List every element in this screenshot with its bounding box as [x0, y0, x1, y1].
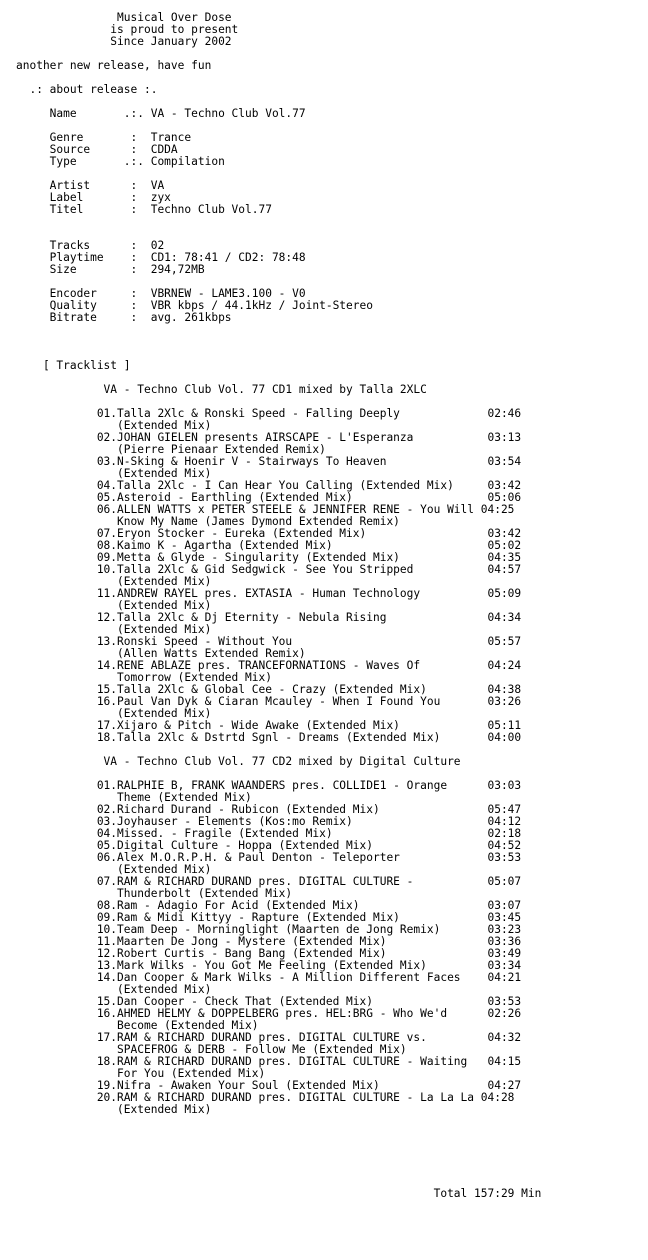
nfo-line: 10.Talla 2Xlc & Gid Sedgwick - See You Stripped 04:57 [16, 563, 522, 576]
nfo-line: Titel : Techno Club Vol.77 [16, 203, 272, 216]
blank-line [16, 1116, 541, 1128]
nfo-line: (Extended Mix) [16, 575, 212, 588]
nfo-line: 09.Ram & Midi Kittyy - Rapture (Extended Mix) 03:45 [16, 911, 522, 924]
nfo-line: Tomorrow (Extended Mix) [16, 671, 272, 684]
nfo-line: (Extended Mix) [16, 419, 212, 432]
blank-line [16, 1152, 541, 1164]
nfo-line: (Pierre Pienaar Extended Remix) [16, 443, 326, 456]
nfo-line: 15.Dan Cooper - Check That (Extended Mix) 03:53 [16, 995, 522, 1008]
nfo-text-document [16, 12, 541, 1200]
nfo-line: 18.RAM & RICHARD DURAND pres. DIGITAL CULTURE - Waiting 04:15 [16, 1055, 522, 1068]
nfo-line: 04.Talla 2Xlc - I Can Hear You Calling (Extended Mix) 03:42 [16, 479, 522, 492]
nfo-line: 01.RALPHIE B, FRANK WAANDERS pres. COLLIDE1 - Orange 03:03 [16, 779, 522, 792]
nfo-line: 06.Alex M.O.R.P.H. & Paul Denton - Teleporter 03:53 [16, 851, 522, 864]
nfo-line: Theme (Extended Mix) [16, 791, 252, 804]
nfo-line: Genre : Trance [16, 131, 192, 144]
nfo-line: 14.RENE ABLAZE pres. TRANCEFORNATIONS - Waves Of 04:24 [16, 659, 522, 672]
nfo-line: Playtime : CD1: 78:41 / CD2: 78:48 [16, 251, 306, 264]
nfo-line: For You (Extended Mix) [16, 1067, 266, 1080]
nfo-line: 12.Robert Curtis - Bang Bang (Extended Mix) 03:49 [16, 947, 522, 960]
nfo-line: Type .:. Compilation [16, 155, 225, 168]
nfo-line: (Extended Mix) [16, 1103, 212, 1116]
nfo-line: (Extended Mix) [16, 707, 212, 720]
nfo-line: Since January 2002 [16, 35, 232, 48]
nfo-line: VA - Techno Club Vol. 77 CD2 mixed by Digital Culture [16, 755, 461, 768]
blank-line [16, 336, 541, 348]
nfo-line: 17.RAM & RICHARD DURAND pres. DIGITAL CULTURE vs. 04:32 [16, 1031, 522, 1044]
nfo-line: 07.RAM & RICHARD DURAND pres. DIGITAL CULTURE - 05:07 [16, 875, 522, 888]
nfo-line: 20.RAM & RICHARD DURAND pres. DIGITAL CULTURE - La La La 04:28 [16, 1091, 515, 1104]
nfo-line: Encoder : VBRNEW - LAME3.100 - V0 [16, 287, 306, 300]
nfo-line: Know My Name (James Dymond Extended Remix) [16, 515, 400, 528]
nfo-line: 05.Digital Culture - Hoppa (Extended Mix) 04:52 [16, 839, 522, 852]
nfo-line: is proud to present [16, 23, 239, 36]
nfo-line: Musical Over Dose [16, 11, 232, 24]
blank-line [16, 1140, 541, 1152]
nfo-line: another new release, have fun [16, 59, 212, 72]
nfo-line: 01.Talla 2Xlc & Ronski Speed - Falling Deeply 02:46 [16, 407, 522, 420]
nfo-line: 13.Ronski Speed - Without You 05:57 [16, 635, 522, 648]
nfo-line: (Allen Watts Extended Remix) [16, 647, 306, 660]
nfo-line: 14.Dan Cooper & Mark Wilks - A Million Different Faces 04:21 [16, 971, 522, 984]
nfo-line: .: about release :. [16, 83, 158, 96]
nfo-line: Size : 294,72MB [16, 263, 205, 276]
nfo-line: 02.JOHAN GIELEN presents AIRSCAPE - L'Esperanza 03:13 [16, 431, 522, 444]
nfo-line: 16.Paul Van Dyk & Ciaran Mcauley - When I Found You 03:26 [16, 695, 522, 708]
nfo-line: 04.Missed. - Fragile (Extended Mix) 02:18 [16, 827, 522, 840]
nfo-line: 19.Nifra - Awaken Your Soul (Extended Mix) 04:27 [16, 1079, 522, 1092]
nfo-line: 12.Talla 2Xlc & Dj Eternity - Nebula Rising 04:34 [16, 611, 522, 624]
blank-line [16, 1128, 541, 1140]
nfo-line: 03.N-Sking & Hoenir V - Stairways To Heaven 03:54 [16, 455, 522, 468]
nfo-line: Tracks : 02 [16, 239, 165, 252]
nfo-line: 05.Asteroid - Earthling (Extended Mix) 05:06 [16, 491, 522, 504]
nfo-line: 11.ANDREW RAYEL pres. EXTASIA - Human Technology 05:09 [16, 587, 522, 600]
nfo-line: SPACEFROG & DERB - Follow Me (Extended Mix) [16, 1043, 407, 1056]
nfo-line: Become (Extended Mix) [16, 1019, 259, 1032]
nfo-line: Total 157:29 Min [16, 1187, 542, 1200]
nfo-line: VA - Techno Club Vol. 77 CD1 mixed by Talla 2XLC [16, 383, 427, 396]
nfo-line: Label : zyx [16, 191, 171, 204]
nfo-line: (Extended Mix) [16, 863, 212, 876]
nfo-line: 13.Mark Wilks - You Got Me Feeling (Extended Mix) 03:34 [16, 959, 522, 972]
nfo-line: [ Tracklist ] [16, 359, 131, 372]
nfo-line: Source : CDDA [16, 143, 178, 156]
nfo-line: Artist : VA [16, 179, 165, 192]
nfo-line: (Extended Mix) [16, 983, 212, 996]
nfo-line: Bitrate : avg. 261kbps [16, 311, 232, 324]
nfo-line: 09.Metta & Glyde - Singularity (Extended Mix) 04:35 [16, 551, 522, 564]
nfo-line: 10.Team Deep - Morninglight (Maarten de Jong Remix) 03:23 [16, 923, 522, 936]
blank-line [16, 216, 541, 228]
nfo-line: Name .:. VA - Techno Club Vol.77 [16, 107, 306, 120]
nfo-line: 02.Richard Durand - Rubicon (Extended Mix) 05:47 [16, 803, 522, 816]
nfo-line: 16.AHMED HELMY & DOPPELBERG pres. HEL:BRG - Who We'd 02:26 [16, 1007, 522, 1020]
nfo-line: (Extended Mix) [16, 623, 212, 636]
nfo-line: Thunderbolt (Extended Mix) [16, 887, 293, 900]
nfo-line: (Extended Mix) [16, 467, 212, 480]
blank-line [16, 1164, 541, 1176]
nfo-line: 08.Ram - Adagio For Acid (Extended Mix) 03:07 [16, 899, 522, 912]
nfo-line: (Extended Mix) [16, 599, 212, 612]
nfo-line: 15.Talla 2Xlc & Global Cee - Crazy (Extended Mix) 04:38 [16, 683, 522, 696]
blank-line [16, 324, 541, 336]
nfo-line: Quality : VBR kbps / 44.1kHz / Joint-Stereo [16, 299, 373, 312]
nfo-line: 18.Talla 2Xlc & Dstrtd Sgnl - Dreams (Extended Mix) 04:00 [16, 731, 522, 744]
nfo-line: 03.Joyhauser - Elements (Kos:mo Remix) 04:12 [16, 815, 522, 828]
nfo-line: 11.Maarten De Jong - Mystere (Extended Mix) 03:36 [16, 935, 522, 948]
nfo-line: 07.Eryon Stocker - Eureka (Extended Mix) 03:42 [16, 527, 522, 540]
nfo-line: 08.Kaimo K - Agartha (Extended Mix) 05:02 [16, 539, 522, 552]
nfo-line: 17.Xijaro & Pitch - Wide Awake (Extended Mix) 05:11 [16, 719, 522, 732]
nfo-line: 06.ALLEN WATTS x PETER STEELE & JENNIFER RENE - You Will 04:25 [16, 503, 515, 516]
